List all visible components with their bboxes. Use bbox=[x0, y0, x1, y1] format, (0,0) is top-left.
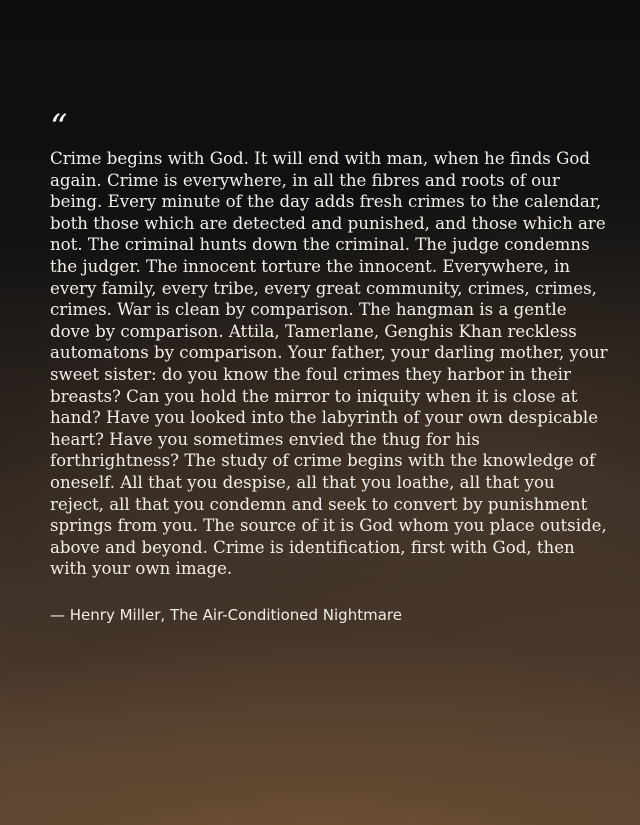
quote-attribution: — Henry Miller, The Air-Conditioned Nightmare bbox=[50, 605, 402, 624]
quote-text: Crime begins with God. It will end with man, when he finds God again. Crime is everywhere, in all the fibres and roots of our being. Every minute of the day adds fresh crimes to the calendar, both those which are detected and punished, and those which are not. The criminal hunts down the criminal. The judge condemns the judger. The innocent torture the innocent. Everywhere, in every family, every tribe, every great community, crimes, crimes, crimes. War is clean by comparison. The hangman is a gentle dove by comparison. Attila, Tamerlane, Genghis Khan reckless automatons by comparison. Your father, your darling mother, your sweet sister: do you know the foul crimes they harbor in their breasts? Can you hold the mirror to iniquity when it is close at hand? Have you looked into the labyrinth of your own despicable heart? Have you sometimes envied the thug for his forthrightness? The study of crime begins with the knowledge of oneself. All that you despise, all that you loathe, all that you reject, all that you condemn and seek to convert by punishment springs from you. The source of it is God whom you place outside, above and beyond. Crime is identification, first with God, then with your own image. bbox=[50, 149, 608, 579]
quote-card bbox=[50, 107, 610, 624]
quote-mark-icon: “ bbox=[50, 107, 68, 147]
